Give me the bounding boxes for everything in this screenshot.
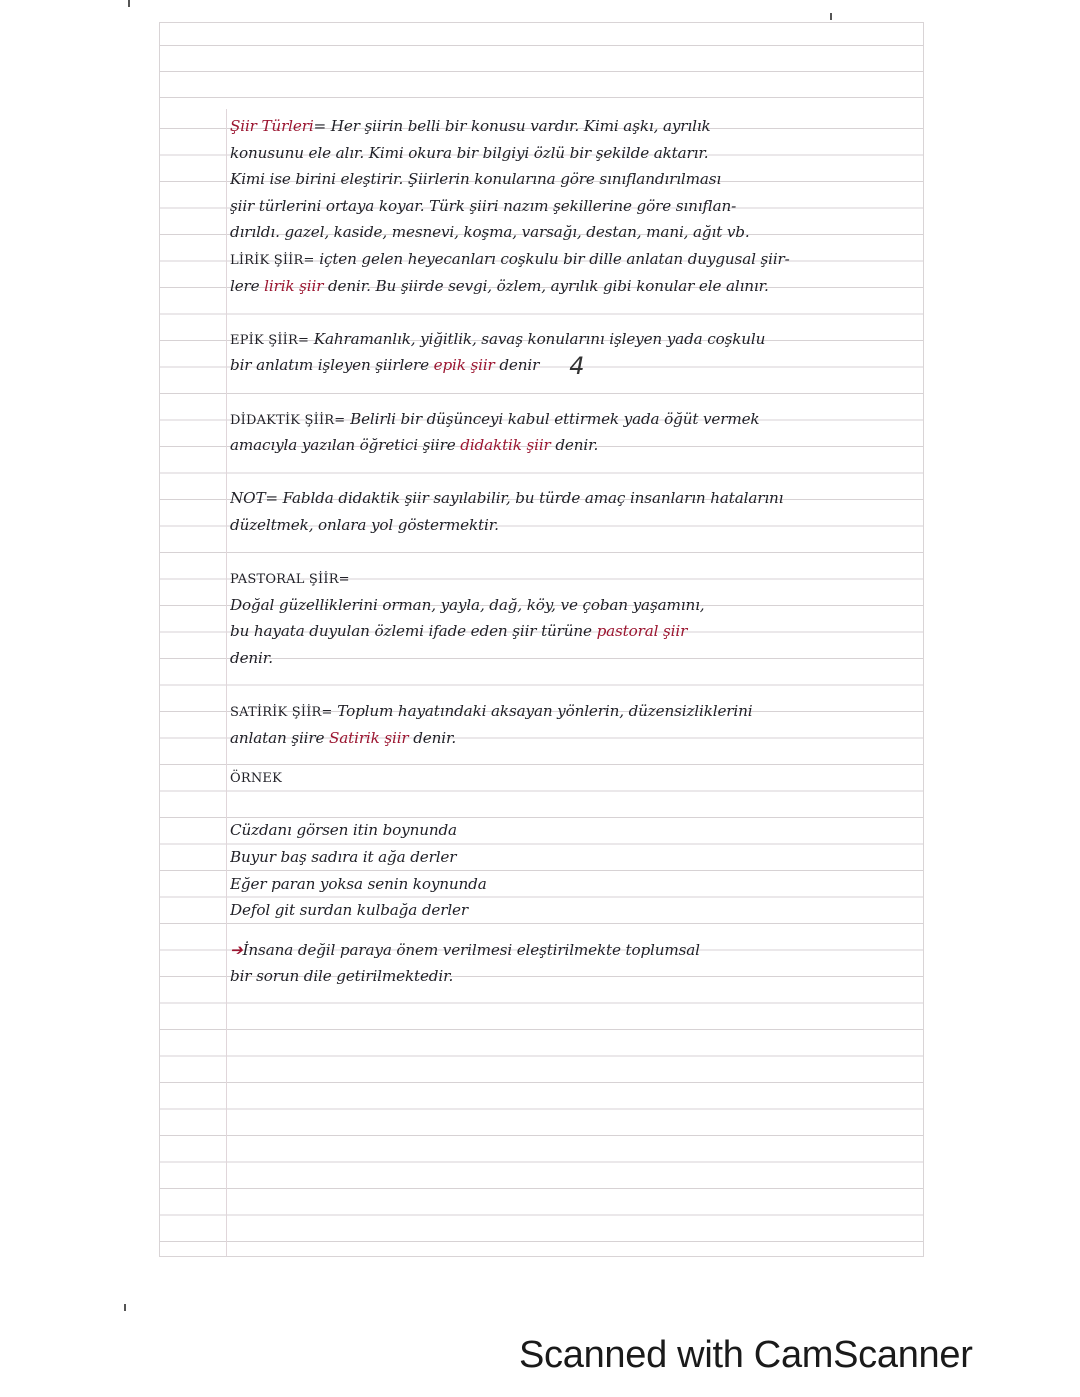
scan-mark-top-right [830,13,832,20]
lirik-term: lirik şiir [264,276,324,295]
epik-term: epik şiir [433,356,495,375]
poem-line: Eğer paran yoksa senin koynunda [230,874,487,893]
satirik-line-2: anlatan şiire Satirik şiir denir. [230,728,457,747]
intro-line-3: Kimi ise birini eleştirir. Şiirlerin konularına göre sınıflandırılması [230,170,722,189]
scan-mark-bottom-left [124,1304,126,1311]
note-line-2: düzeltmek, onlara yol göstermektir. [230,515,499,534]
margin-line [226,23,227,1256]
epik-line-2: bir anlatım işleyen şiirlere epik şiir denir 4 [230,352,585,379]
scanner-watermark: Scanned with CamScanner [519,1334,973,1376]
pastoral-term: pastoral şiir [596,622,688,641]
notes-content [230,113,920,990]
didaktik-heading: DİDAKTİK ŞİİR= [230,412,346,428]
poem-line: Defol git surdan kulbağa derler [230,901,468,920]
intro-line-5: dırıldı. gazel, kaside, mesnevi, koşma, varsağı, destan, mani, ağıt vb. [230,223,750,242]
poem-line: Buyur baş sadıra it ağa derler [230,848,457,867]
satirik-term: Satirik şiir [329,728,409,747]
pastoral-heading-line [230,565,920,592]
epik-line-1: EPİK ŞİİR= Kahramanlık, yiğitlik, savaş konularını işleyen yada coşkulu [230,329,766,348]
page-title: Şiir Türleri [230,117,314,135]
arrow-icon: ➔ [230,940,243,959]
conclusion-line-1: ➔İnsana değil paraya önem verilmesi eleştirilmekte toplumsal [230,940,700,959]
intro-line-1: Şiir Türleri= Her şiirin belli bir konusu vardır. Kimi aşkı, ayrılık [230,117,711,135]
note-line-1: NOT= Fablda didaktik şiir sayılabilir, bu türde amaç insanların hatalarını [230,489,784,508]
satirik-line-1: SATİRİK ŞİİR= Toplum hayatındaki aksayan yönlerin, düzensizliklerini [230,702,753,721]
epik-heading: EPİK ŞİİR= [230,332,310,348]
poem-line: Cüzdanı görsen itin boynunda [230,821,457,840]
lirik-line-1: LİRİK ŞİİR= içten gelen heyecanları coşkulu bir dille anlatan duygusal şiir- [230,249,790,268]
conclusion-line-2: bir sorun dile getirilmektedir. [230,967,454,986]
scan-mark-top-left [128,0,130,7]
intro-line-2: konusunu ele alır. Kimi okura bir bilgiyi özlü bir şekilde aktarır. [230,143,709,162]
didaktik-line-1: DİDAKTİK ŞİİR= Belirli bir düşünceyi kabul ettirmek yada öğüt vermek [230,409,760,428]
satirik-heading: SATİRİK ŞİİR= [230,705,333,721]
lirik-heading: LİRİK ŞİİR= [230,252,315,268]
page-header-band [160,23,923,109]
notebook-page [159,22,924,1257]
pastoral-line-2: bu hayata duyulan özlemi ifade eden şiir türüne pastoral şiir [230,622,688,641]
didaktik-term: didaktik şiir [460,436,551,455]
intro-line-4: şiir türlerini ortaya koyar. Türk şiiri nazım şekillerine göre sınıflan- [230,196,737,215]
pastoral-line-3: denir. [230,648,273,667]
pastoral-heading: PASTORAL ŞİİR= [230,572,350,588]
didaktik-line-2: amacıyla yazılan öğretici şiire didaktik şiir denir. [230,436,599,455]
check-mark: 4 [569,352,585,379]
ornek-heading: ÖRNEK [230,771,283,787]
pastoral-line-1: Doğal güzelliklerini orman, yayla, dağ, köy, ve çoban yaşamını, [230,595,705,614]
ornek-heading-line [230,764,920,791]
lirik-line-2: lere lirik şiir denir. Bu şiirde sevgi, özlem, ayrılık gibi konular ele alınır. [230,276,769,295]
